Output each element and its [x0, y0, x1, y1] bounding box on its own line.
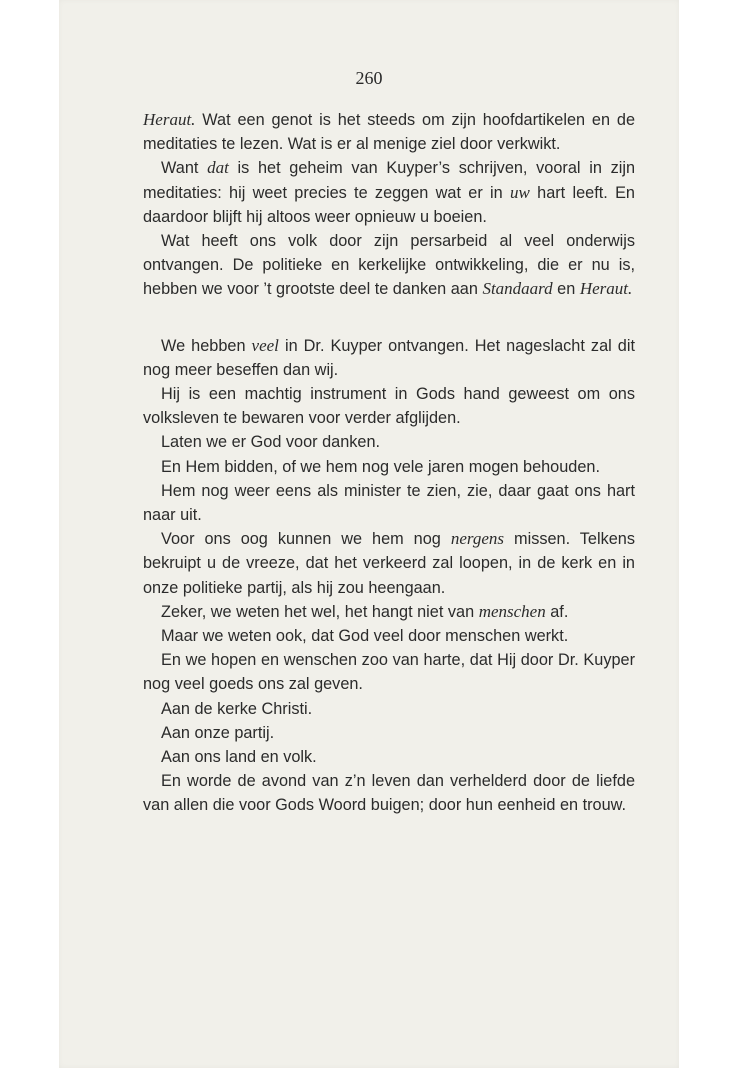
text-run: hart leeft. En daardoor blijft hij altoos weer opnieuw u boeien. [143, 183, 635, 226]
text-run: En Hem bidden, of we hem nog vele jaren mogen behouden. [161, 457, 600, 476]
italic-text: veel [251, 335, 279, 355]
text-run: Maar we weten ook, dat God veel door menschen werkt. [161, 627, 569, 646]
text-run: in Dr. Kuyper ontvangen. Het nageslacht zal dit nog meer beseffen dan wij. [143, 336, 635, 379]
paragraph [143, 600, 635, 624]
italic-text: Heraut. [579, 279, 633, 299]
paragraph [143, 697, 635, 721]
italic-text: dat [207, 158, 229, 178]
text-run: Hem nog weer eens als minister te zien, zie, daar gaat ons hart naar uit. [143, 481, 635, 525]
paragraph [143, 721, 635, 745]
text-run: Aan onze partij. [161, 723, 275, 742]
italic-text: Heraut. [143, 110, 196, 129]
text-block-1 [143, 108, 635, 302]
text-run: En we hopen en wenschen zoo van harte, dat Hij door Dr. Kuyper nog veel goeds ons zal geven. [143, 651, 635, 694]
text-run: En worde de avond van z’n leven dan verhelderd door de liefde van allen die voor Gods Woord buigen; door hun eenheid en trouw. [143, 772, 635, 815]
text-run: Zeker, we weten het wel, het hangt niet van [161, 602, 479, 621]
body-text [143, 108, 635, 818]
paragraph [143, 382, 635, 430]
paragraph [143, 108, 635, 156]
text-run: is het geheim van Kuyper’s schrijven, vooral in zijn meditaties: hij weet precies te zeggen wat er in [143, 159, 635, 202]
paragraph [143, 229, 635, 302]
italic-text: nergens [450, 529, 505, 549]
text-block-2 [143, 334, 635, 818]
paragraph [143, 648, 635, 696]
page-number: 260 [355, 68, 383, 88]
paragraph [143, 527, 635, 600]
text-run: Hij is een machtig instrument in Gods hand geweest om ons volksleven te bewaren voor verder afglijden. [143, 385, 635, 428]
text-run: Voor ons oog kunnen we hem nog [161, 530, 451, 549]
text-run: Aan ons land en volk. [161, 748, 317, 767]
text-run: missen. Telkens bekruipt u de vreeze, dat het verkeerd zal loopen, in de kerk en in onze politieke partij, als hij zou heengaan. [143, 530, 635, 597]
text-run: Laten we er God voor danken. [161, 433, 381, 452]
section-gap [143, 302, 635, 334]
italic-text: menschen [478, 601, 546, 621]
paragraph [143, 769, 635, 817]
text-run: Wat een genot is het steeds om zijn hoofdartikelen en de meditaties te lezen. Wat is er al menige ziel door verkwikt. [143, 111, 635, 154]
italic-text: uw [510, 182, 530, 202]
paragraph [143, 745, 635, 769]
text-run: Wat heeft ons volk door zijn persarbeid al veel onderwijs ontvangen. De politieke en kerkelijke ontwikkeling, die er nu is, hebben we voor ’t grootste deel te danken aan [143, 232, 635, 299]
text-run: af. [545, 602, 569, 621]
paragraph [143, 156, 635, 229]
italic-text: Standaard [482, 279, 553, 299]
paragraph [143, 455, 635, 479]
text-run: We hebben [161, 336, 252, 355]
book-page [59, 0, 679, 1068]
text-run: Want [161, 159, 208, 178]
text-run: Aan de kerke Christi. [161, 699, 313, 718]
text-run: en [552, 280, 580, 299]
paragraph [143, 334, 635, 382]
paragraph [143, 430, 635, 454]
paragraph [143, 624, 635, 648]
paragraph [143, 479, 635, 527]
